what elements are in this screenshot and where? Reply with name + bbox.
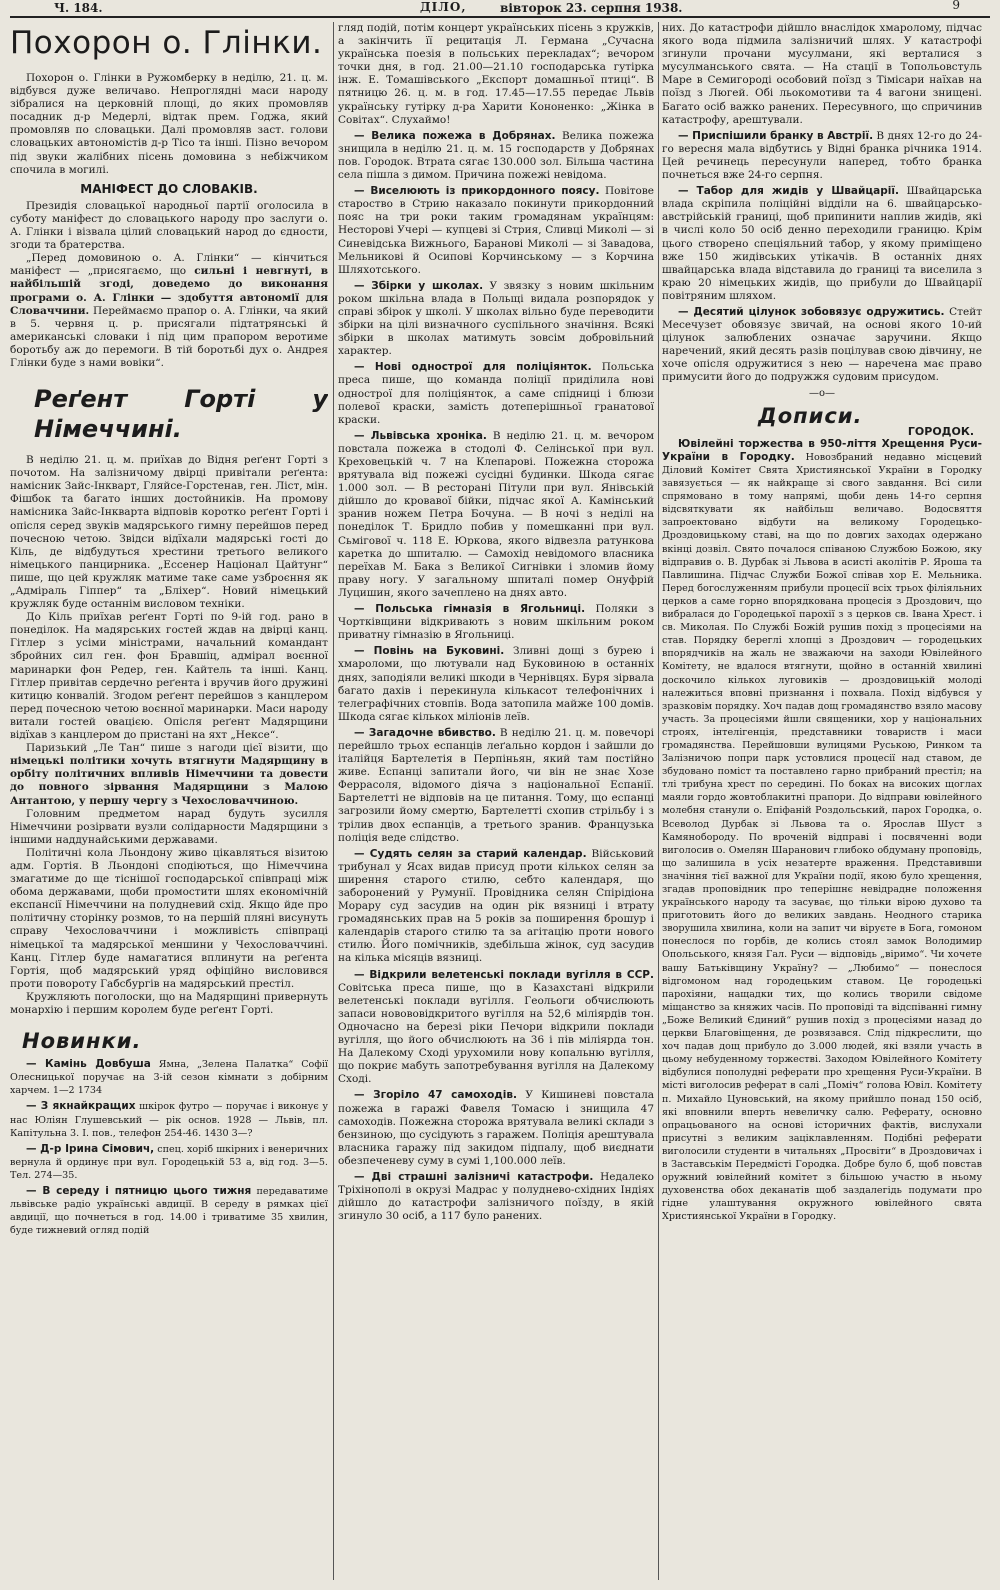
news-heading: — Збірки у школах. xyxy=(354,279,484,292)
article-paragraph: гляд подій, потім концерт українських пісень з кружків, а закінчить її рецитація Л. Германа „Сучасна українська поезія в польських перекладах“; вечором точки дня, в год. 21.00—21.10 господарська гутірка інж. Е. Томашівського „Експорт домашньої птиці“. В пятницю 26. ц. м. в год. 17.45—17.55 передає Львів українську гутірку д-ра Харити Кононенко: „Жінка в Совітах“. Слухаймо! xyxy=(338,22,654,126)
news-item xyxy=(338,430,654,600)
correspondence-body: Новозбраний недавно місцевий Діловий Комітет Свята Християнської України в Городку завязується — як найкраще зі свого завдання. Всі сили спрямовано в тому напрямі, щоби день 14-го серпня відсвяткувати як найбільш величаво. Водосвяття запроектовано відбути на великому Городецько-Дроздовицькому ставі, на що по довгих заходах одержано вкінці дозвіл. Свято почалося співаною Службою Божою, яку відправив о. В. Дурбак зі Львова в асисті аколітів Р. Яроша та Павлишина. Підчас Служби Божої співав хор Е. Мельника. Перед богослуженням прибули процесії всіх трьох філіяльних церков а саме горно впорядкована процесія з Дроздович, що вибралася до Городецької парохії з з церков св. Івана Хрест. і св. Миколая. По Службі Божій рушив похід з процесіями на став. Порядку береглі хлопці з Дроздович — городецьких впорядчиків на жаль не зважаючи на заходи Ювілейного Комітету, не вдалося втягнути, щойно в останній хвилині доскочило кількох луговиків — дроздовицькій молоді належиться вповні признання і похвала. Похід відбувся у зразковім порядку. Хоч падав дощ громадянство взяло масову участь. За процесіями йшли священики, хор у національних строях, інтелігенція, представники товариств і маси громадянства. Перейшовши вулицями Руською, Ринком та Залізничою попри парк устовлися процесії над ставом, де збудовано поміст та поставлено гарно прибраний престіл; на тлі трибуна хрест по середині. По боках на високих щоглах маяли гордо жовтоблакитні прапори. До відправи ювілейного молебня станули о. Епіфаній Роздольський, парох Городка, о. Всеволод Дурбак зі Львова та о. Ярослав Шуст з Камянобороду. По вроченій відправі і посвяченні води виголосив о. Омелян Шаранович глибоко обдуману проповідь, що залишила в усіх незатерте враження. Представивши значіння тієї важної для України події, якою було хрещення, згадав проповідник про теперішнє невідрадне положення українського народу та засуває, що тільки вірою духово та приготовить його до великих завдань. Неодного старика зворушила хвилина, коли на запит чи віруєте в Бога, гомоном понеслося по горбів, де колись стоял замок Володимир Опольського, князя Гал. Руси — відповідь „віримо“. Чи хочете вашу Батьківщину Україну? — „Любимо“ — понеслося відгомоном над городецьким ставом. Це городецькі парохіяни, нащадки тих, що колись творили свідоме міщанство за княжих часів. По проповіді та відспіванні гимну „Боже Великий Єдиний“ рушив похід з процесіями назад до церкви Благовіщення, де розвязався. Слід підкреслити, що хоч падав дощ прибуло до 3.000 людей, які взяли участь в цьому небуденному торжестві. Заходом Ювілейного Комітету відбулися пополудні реферати про хрещення Руси-України. В місті виголосив реферат в салі „Поміч“ голова Ювіл. Комітету п. Михайло Цуновський, на якому прийшло понад 150 осіб, які вповнили вперть невеличку салю. Реферату, основно опрацьованого на основі історичних фактів, вислухали присутні з великим заціклавленням. Подібні реферати виголосили студенти в читальнях „Просвіти“ в Дроздовичах і в Заставськім Передмісті Городка. Добре було б, щоб повстав оружний ювілейний комітет з більшою участю в ньому духовенства обох деканатів щоб заздалегідь подумати про гідне улаштування окружного ювілейного свята Християнської України в Городку. xyxy=(662,451,982,1223)
column-2 xyxy=(338,22,654,1586)
section-title-news: Новинки. xyxy=(22,1029,142,1054)
ad-text: Ямна, „Зелена Палатка“ Софії Олесницької поручає на 3-ій сезон кімнати з добірним харчем. 1—2 1734 xyxy=(10,1059,328,1097)
news-item xyxy=(10,1185,328,1237)
bold-text: сильні і невгнуті, в найбільшій згоді, доведемо до виконання програми о. А. Глінки — здобуття автономії для Словаччини. xyxy=(10,265,328,317)
article-paragraph: них. До катастрофи дійшло внаслідок хмароломy, підчас якого вода підмила залізничий шлях. У катастрофі згинули прочани мусулмани, які верталися з мусулманського свята. — На стації в Топольовстуль Маре в Семигороді особовий поїзд з Тімісари наїхав на поїзд з Люгей. Обі льокомотиви та 4 вагони знищені. Багато осіб важко ранених. Пересувного, що спричинив катастрофу, арештували. xyxy=(662,22,982,126)
news-text: Зливні дощі з бурею і хмароломи, що лютували над Буковиною в останніх днях, заподіяли великі шкоди в Чернівцях. Буря зірвала багато дахів і перекинула кількасот телефонічних і телеграфічних стовпів. Вода затопила майже 100 домів. Шкода сягає кількох міліонів леїв. xyxy=(338,645,654,723)
page-number: 9 xyxy=(952,0,960,12)
news-heading: — Велика пожежа в Добрянах. xyxy=(354,129,556,142)
newspaper-title: ДІЛО, xyxy=(420,0,467,14)
ad-heading: — З якнайкращих xyxy=(26,1100,136,1113)
text-run: Переймаємо прапор о. А. Глінки, ча який в 5. червня ц. р. присягали підтатрянські й американські словаки і під цим прапором веротиме боротьбу аж до перемоги. В тій боротьбі дух о. Андрея Глінки буде з нами вовіки“. xyxy=(10,304,328,369)
news-heading: — Нові однострої для поліціянток. xyxy=(354,361,592,374)
article-paragraph: Президія словацької народньої партії оголосила в суботу маніфест до словацького народу про заслуги о. А. Глінки і візвала цілий словацький народ до єдности, згоди та братерства. xyxy=(10,199,328,252)
news-item xyxy=(662,185,982,303)
section-title-dopysy: Дописи. xyxy=(758,403,863,428)
text-run: Паризький „Ле Тан“ пише з нагоди цієї візити, що xyxy=(26,742,328,755)
news-text: Недалеко Тріхінополі в окрузі Мадрас у полудневo-східних Індіях дійшло до катастрофи залізничого поїзду, в якій згинуло 30 осіб, а 117 було ранених. xyxy=(338,1170,654,1223)
news-heading: — Табор для жидів у Швайцарії. xyxy=(678,185,899,198)
news-text: Військовий трибунал у Ясах видав присуд проти кількох селян за ширення старого стилю, себто календаря, що заборонений у Румунії. Провідника селян Спірідіона Морару суд засудив на один рік вязниці і втрату громадянських прав на 5 років за поширення брошур і календарів старого стилю та за агітацію проти нового стилю. Його помічників, здебільша жінок, суд засудив на кілька місяців вязниці. xyxy=(338,847,654,965)
ornament-divider: —о— xyxy=(808,387,836,399)
article-paragraph: До Кіль приїхав реґент Горті по 9-ій год. рано в понеділок. На мадярських гостей ждав на двірці канц. Гітлер з усіми міністрами, начальний командант збройних сил ген. фон Бравшіц, адмірал воєнної маринарки фон Редер, ген. Кайтель та інші. Канц. Гітлер привітав сердечно реґента і вручив його дружині китицю конвалій. Згодом реґент перейшов з канцлером перед почесною четою воєнної маринарки. Маси народу витали гостей овацією. Опісля реґент Мадярщини відїхав з канцлером до пристані на яхт „Нексе“. xyxy=(10,611,328,742)
article-title-horthy: Реґент Горті у Німеччині. xyxy=(34,385,328,444)
news-item xyxy=(662,306,982,385)
news-heading: — В середу і пятницю цього тижня xyxy=(26,1185,252,1198)
text-run: „Перед домовиною о. А. Глінки“ — кінчиться маніфест — „присягаємо, що xyxy=(10,252,328,278)
classified-ad xyxy=(10,1058,328,1097)
column-1 xyxy=(10,22,328,1586)
news-heading: — Дві страшні залізничі катастрофи. xyxy=(354,1170,594,1183)
news-item xyxy=(338,969,654,1087)
news-item xyxy=(338,848,654,966)
news-text: У Кишиневі повстала пожежа в гаражі Фавеля Томасю і знищила 47 самоходів. Пожежна сторожа врятувала великі склади з бензиною, що сусідують з гаражем. Поліція арештувала власника гаражу під закидом підпалу, щоб виєднати обезпеченеву суму в сумі 1,100.000 леїв. xyxy=(338,1089,654,1167)
news-item xyxy=(338,361,654,426)
news-item xyxy=(338,1089,654,1168)
news-heading: — Приспішили бранку в Австрії. xyxy=(678,129,874,142)
news-item xyxy=(338,727,654,845)
news-heading: — Польська гімназія в Ягольниці. xyxy=(354,603,586,616)
news-text: У звязку з новим шкільним роком шкільна влада в Польщі видала розпорядок у справі збірок у школі. У школах вільно буде переводити збірки на цілі визначного суспільного значіння. Всякі збірки в школах матимуть зовсім добровільний характер. xyxy=(338,279,654,358)
news-text: В днях 12-го до 24-го вересня мала відбутись у Відні бранка річника 1914. Цей речинець пересунули наперед, тобто бранка почнеться вже 24-го серпня. xyxy=(662,129,982,182)
article-paragraph xyxy=(10,252,328,370)
news-heading: — Повінь на Буковині. xyxy=(354,645,505,658)
correspondence-text xyxy=(662,438,982,1224)
column-3 xyxy=(662,22,982,1586)
classified-ad xyxy=(10,1143,328,1182)
ad-text: шкірок футро — поручає і виконує у нас Юліян Глушевський — рік основ. 1928 — Львів, пл. Капітульна 3. І. пов., телефон 254-46. 1430 3—? xyxy=(10,1101,328,1139)
news-item xyxy=(338,280,654,359)
news-heading: — Загадочне вбивство. xyxy=(354,726,496,739)
issue-date: вівторок 23. серпня 1938. xyxy=(500,1,683,15)
news-text: передаватиме львівське радіо українські авдиції. В середу в рямках цієї авдиції, що почнеться в год. 14.00 і триватиме 35 хвилин, буде тижневий огляд подій xyxy=(10,1186,328,1237)
news-heading: — Згоріло 47 самоходів. xyxy=(354,1089,517,1102)
news-text: Совітська преса пише, що в Казахстані відкрили велетенські поклади вугілля. Геольоги обчислюють запаси новововідкритого вугілля на 52,6 міліярдів тон. Одночасно на березі ріки Печори відкрили поклади вугілля, що його обчислюють на 36 і пів міліярда тон. На Далекому Сході урухомили нову копальню вугілля, що покриє мабуть запотребування вугілля на Далекому Сході. xyxy=(338,981,654,1086)
issue-number: Ч. 184. xyxy=(54,1,103,15)
article-paragraph: В неділю 21. ц. м. приїхав до Відня реґент Горті з почотом. На залізничому двірці привітали реґента: намісник Зайс-Інкварт, Гляйсе-Горстенав, ген. Ліст, мін. Фішбок та багато інших достойників. На промову намісника Зайс-Інкварта відповів коротко реґент Горті і опісля серед звуків мадярського гимну перейшов перед почесною четою. Звідси відїхали мадярські гості до Кіль, де відбудуться хрестини третього великого німецького панцирника. „Ессенер Націонал Цайтунг“ пише, що цей кружляк матиме таке саме узброєння як „Адміраль Гіппер“ та „Бліхер“. Новий німецький кружляк буде останнім висловом техніки. xyxy=(10,454,328,611)
news-heading: — Львівська хроніка. xyxy=(354,429,487,442)
correspondence-heading: Ювілейні торжества в 950-ліття Хрещення Руси-України в Городку. xyxy=(662,437,982,463)
news-item xyxy=(338,1171,654,1223)
news-text: Стейт Месечузет обовязує звичай, на основі якого 10-ий цілунок залюблених означає заручини. Якщо наречений, який десять разів поцілував свою дівчину, не хоче опісля одружитися з нею — наречена має право примусити його до подружжя судовим присудом. xyxy=(662,305,982,384)
ad-heading: — Камінь Довбуша xyxy=(26,1058,151,1071)
news-heading: — Виселюють із прикордонного поясу. xyxy=(354,185,600,198)
dateline-place: ГОРОДОК. xyxy=(907,424,974,438)
news-text: Велика пожежа знищила в неділю 21. ц. м. 15 господарств у Добрянах пов. Городок. Втрата сягає 130.000 зол. Більша частина села пішла з димом. Причина пожежі невідома. xyxy=(338,129,654,182)
news-item xyxy=(662,130,982,182)
news-text: В неділю 21. ц. м. повечорі перейшло трьох еспанців леґально кордон і зайшли до італійця Бартелетія в Перпіньян, який там постійно живе. Еспанці запитали його, чи він не знає Хозе Феррасоля, відомого діяча з національної Еспанії. Бартелетті не відповів на це питання. Тому, що еспанці загрозили йому смертю, Бартелетті схопив стрільбу і з трілив двох еспанців, а третього зранив. Французька поліція веде слідство. xyxy=(338,726,654,844)
ad-heading: — Д-р Ірина Сімович, xyxy=(26,1142,155,1155)
column-divider xyxy=(333,22,334,1580)
ad-text: спец. хоріб шкірних і венеричних вернула й ординує при вул. Городецькій 53 а, від год. 3—5. Тел. 274—35. xyxy=(10,1143,328,1181)
article-paragraph xyxy=(10,742,328,807)
news-text: Польська преса пише, що команда поліції придiлила нові однострої для поліціянток, а саме спідниці і блюзи полевої краски, замість дотеперішньої гранатової краски. xyxy=(338,361,654,426)
news-item xyxy=(338,603,654,642)
classified-ad xyxy=(10,1100,328,1139)
news-text: Повітове староство в Стрию наказало покинути прикордонний пояс на три роки таким громадянам українцям: Несторові Учері — купцеві зі Стрия, Сливці Миколі — зі Синевідська Вижнього, Барановi Миколі — зі Завадова, Мельникові й Осипові Корчинському — з Корчина Шляхотського. xyxy=(338,185,654,276)
article-paragraph: Головним предметом нарад будуть зусилля Німеччини розірвати вузли солідарности Мадярщини з іншими наддунайськими державами. xyxy=(10,807,328,846)
news-heading: — Відкрили велетенські поклади вугілля в ССР. xyxy=(354,968,654,981)
news-text: Поляки з Чортківщини відкривають з новим шкільним роком приватну гімназію в Ягольниці. xyxy=(338,603,654,642)
news-text: Швайцарська влада скріпила поліційні відділи на 6. швайцарсько-австрійській границі, щоб припинити наплив жидів, які в числі коло 50 осіб денно переходили границю. Крім цього створено спеціяльний табор, у якому приміщено вже 150 жидівських утікачів. В останніх днях швайцарська влада відставила до границі та виселила з краю 20 німецьких жидів, що прибули до Швайцарії повітряним шляхом. xyxy=(662,185,982,302)
article-paragraph: Політичні кола Льондону живо цікавляться візитою адм. Гортія. В Льондоні сподіються, що Німеччина змагатиме до ще тіснішої господарської співпраці між обома державами, щоби промостити шлях економічній експансії Німеччини на полудневий схід. Якщо йде про політичну сторінку розмов, то на першій пляні висунуть справу Чехословаччини і можливість співпраці німецької та мадярської меншини у Чехословаччині. Канц. Гітлер буде намагатися вплинути на реґента Гортія, щоб мадярський уряд офіційно висловився проти повороту Габсбургів на мадярський престіл. xyxy=(10,846,328,990)
subheading-manifesto: МАНІФЕСТ ДО СЛОВАКІВ. xyxy=(80,181,258,196)
article-paragraph: Кружляють поголоски, що на Мадярщині привернуть монархію і першим королем буде реґент Горті. xyxy=(10,990,328,1016)
news-heading: — Десятий цілунок зобовязує одружитись. xyxy=(678,305,945,318)
article-paragraph: Похорон о. Глінки в Ружомберку в неділю, 21. ц. м. відбувся дуже величаво. Непроглядні маси народу зібралися на церковній площі, до яких промовляв посадник д-р Медерлі, відтак прем. Годжа, який промовляв по словацьки. Далі промовляв заст. голови словацьких автономістів д-р Тісо та інші. Пізно вечором під звуки жалібних пісень домовина з небіжчиком спочила в могилі. xyxy=(10,72,328,176)
column-divider xyxy=(658,22,659,1580)
news-item xyxy=(338,130,654,182)
news-text: В неділю 21. ц. м. вечором повстала пожежа в стодолі Ф. Селінської при вул. Креховецькій ч. 7 на Клепарові. Пожежна сторожа врятувала від пожежі сусідні будинки. Шкода сягає 1.000 зол. — В ресторані Пітули при вул. Янівській дійшло до кровавої бійки, підчас якої А. Камінський зранив ножем Петра Бочуна. — В ночі з неділі на понеділок Т. Бридло побив у помешканні при вул. Сьмігової ч. 118 Е. Юркова, якого відвезла ратункова каретка до шпиталю. — Самохід невідомого власника переїхав М. Бака з Великої Сигнівки і зломив йому праву ногу. У загальному шпиталі помер Онуфрій Луцишин, якого зачеплено на днях авто. xyxy=(338,429,654,599)
page-header xyxy=(10,0,990,18)
news-heading: — Судять селян за старий календар. xyxy=(354,847,587,860)
article-title-funeral: Похорон о. Глінки. xyxy=(10,25,323,61)
news-item xyxy=(338,645,654,724)
news-item xyxy=(338,185,654,277)
bold-text: німецькі політики хочуть втягнути Мадярщину в орбіту політичних впливів Німеччини та довести до повного зірвання Мадярщини з Малою Антантою, у першу чергу з Чехословаччиною. xyxy=(10,755,328,807)
